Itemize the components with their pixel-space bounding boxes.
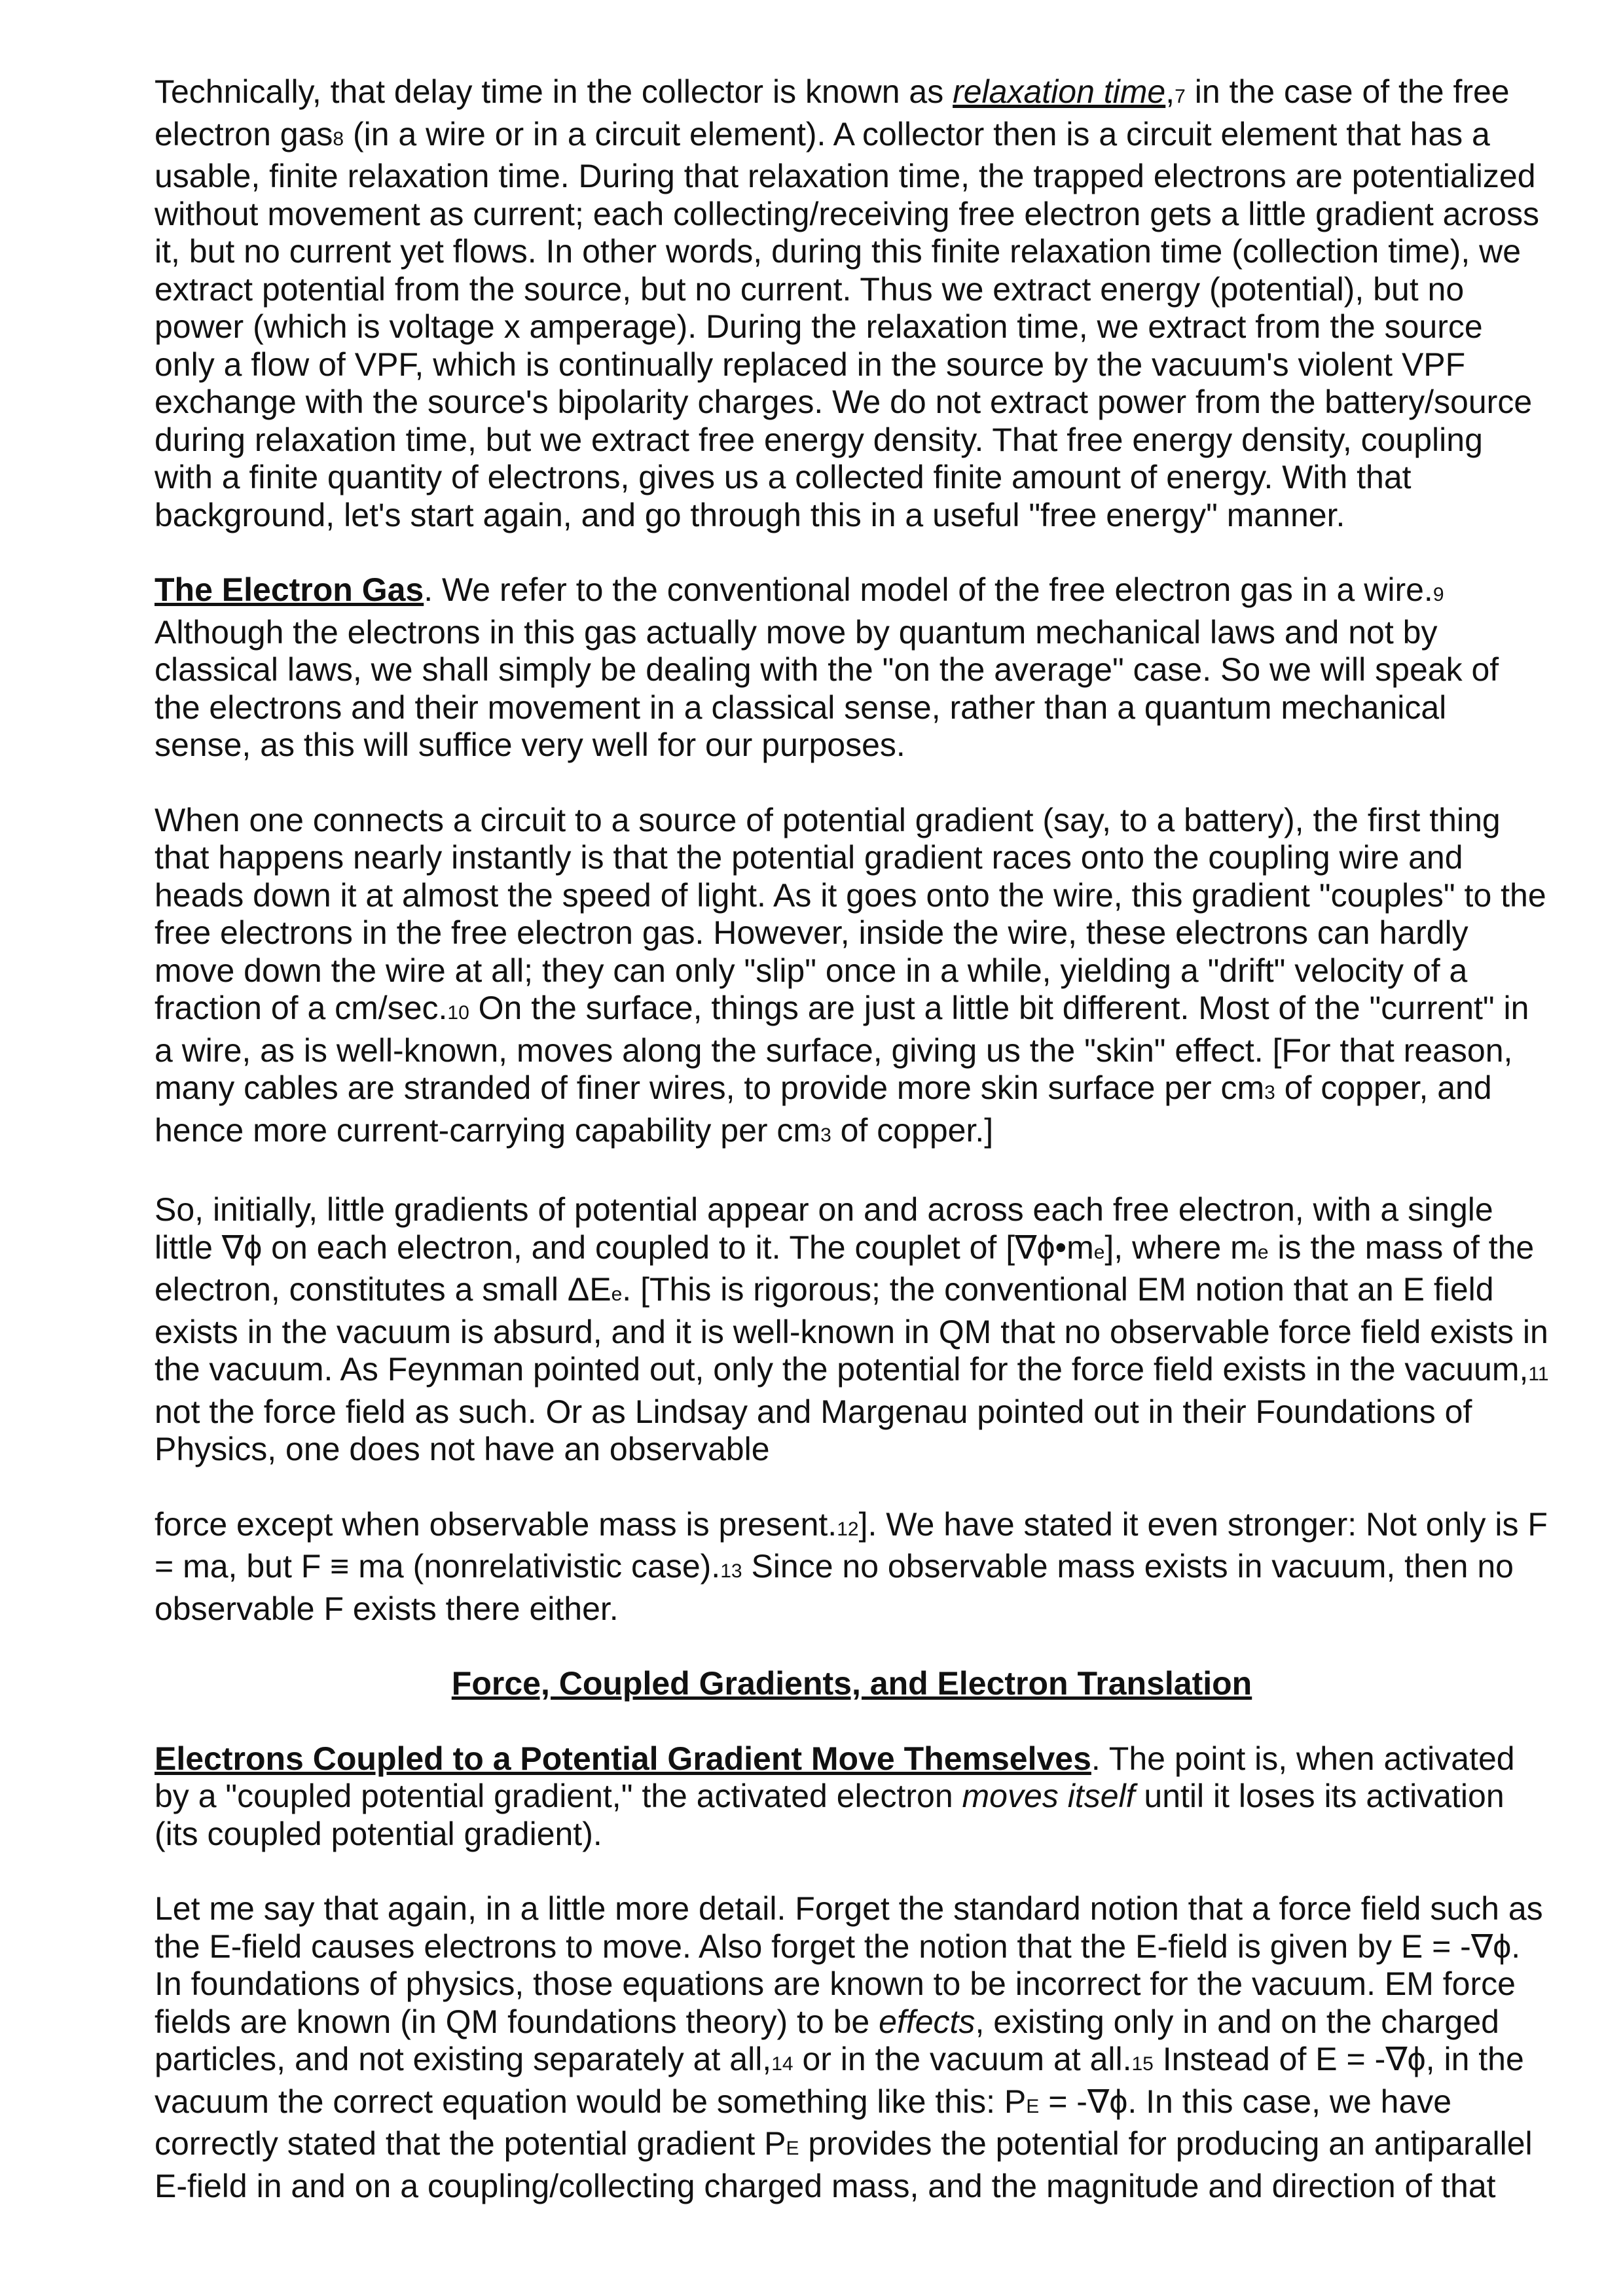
footnote-ref: 12	[837, 1518, 859, 1540]
emphasis-relaxation-time: relaxation time	[953, 73, 1166, 110]
footnote-ref: 11	[1528, 1363, 1549, 1385]
emphasis-moves-itself: moves itself	[962, 1778, 1135, 1814]
footnote-ref: 15	[1131, 2053, 1154, 2075]
subscript: 3	[1264, 1082, 1275, 1103]
paragraph-electron-gas: The Electron Gas. We refer to the conventional model of the free electron gas in a wire.9 Although the electrons in this gas actually move by quantum mechanical laws and not by classical laws, we shall simply be dealing with the "on the average" case. So we will speak of the electrons and their movement in a classical sense, rather than a quantum mechanical sense, as this will suffice very well for our purposes.	[155, 571, 1499, 763]
paragraph-more-detail: Let me say that again, in a little more detail. Forget the standard notion that a force field such as the E-field causes electrons to move. Also forget the notion that the E-field is given by E = -∇ϕ. In foundations of physics, those equations are known to be incorrect for the vacuum. EM force fields are known (in QM foundations theory) to be effects, existing only in and on the charged particles, and not existing separately at all,14 or in the vacuum at all.15 Instead of E = -∇ϕ, in the vacuum the correct equation would be something like this: PE = -∇ϕ. In this case, we have correctly stated that the potential gradient PE provides the potential for producing an antiparallel E-field in and on a coupling/collecting charged mass, and the magnitude and direction of that	[155, 1890, 1543, 2204]
subscript: e	[611, 1283, 623, 1305]
paragraph-force-mass: force except when observable mass is present.12]. We have stated it even stronger: Not only is F = ma, but F ≡ ma (nonrelativistic case).13 Since no observable mass exists in vacuum, then no observable F exists there either.	[155, 1505, 1548, 1627]
footnote-ref: 14	[771, 2053, 793, 2075]
subscript: 3	[820, 1124, 831, 1146]
footnote-ref: 10	[447, 1002, 469, 1024]
emphasis-effects: effects	[879, 2003, 976, 2040]
footnote-ref: 9	[1432, 584, 1444, 605]
footnote-ref: 13	[720, 1560, 742, 1582]
paragraph-relaxation-time: Technically, that delay time in the collector is known as relaxation time,7 in the case of the free electron gas8 (in a wire or in a circuit element). A collector then is a circuit element that has a usable, finite relaxation time. During that relaxation time, the trapped electrons are potentialized without movement as current; each collecting/receiving free electron gets a little gradient across it, but no current yet flows. In other words, during this finite relaxation time (collection time), we extract potential from the source, but no current. Thus we extract energy (potential), but no power (which is voltage x amperage). During the relaxation time, we extract from the source only a flow of VPF, which is continually replaced in the source by the vacuum's violent VPF exchange with the source's bipolarity charges. We do not extract power from the battery/source during relaxation time, but we extract free energy density. That free energy density, coupling with a finite quantity of electrons, gives us a collected finite amount of energy. With that background, let's start again, and go through this in a useful "free energy" manner.	[155, 73, 1539, 533]
heading-electrons-coupled: Electrons Coupled to a Potential Gradient Move Themselves	[155, 1740, 1091, 1777]
paragraph-electrons-move-themselves: Electrons Coupled to a Potential Gradient Move Themselves. The point is, when activated by a "coupled potential gradient," the activated electron moves itself until it loses its activation (its coupled potential gradient).	[155, 1740, 1515, 1852]
subscript: e	[1093, 1241, 1105, 1263]
heading-electron-gas: The Electron Gas	[155, 571, 424, 608]
paragraph-little-gradients: So, initially, little gradients of potential appear on and across each free electron, with a single little ∇ϕ on each electron, and coupled to it. The couplet of [∇ϕ•me], where me is the mass of the electron, constitutes a small ΔEe. [This is rigorous; the conventional EM notion that an E field exists in the vacuum is absurd, and it is well-known in QM that no observable force field exists in the vacuum. As Feynman pointed out, only the potential for the force field exists in the vacuum,11 not the force field as such. Or as Lindsay and Margenau pointed out in their Foundations of Physics, one does not have an observable	[155, 1191, 1549, 1467]
subscript: E	[1026, 2095, 1040, 2117]
section-title: Force, Coupled Gradients, and Electron Translation	[451, 1665, 1252, 1702]
footnote-ref: 7	[1175, 86, 1186, 107]
paragraph-connecting-circuit: When one connects a circuit to a source of potential gradient (say, to a battery), the first thing that happens nearly instantly is that the potential gradient races onto the coupling wire and heads down it at almost the speed of light. As it goes onto the wire, this gradient "couples" to the free electrons in the free electron gas. However, inside the wire, these electrons can hardly move down the wire at all; they can only "slip" once in a while, yielding a "drift" velocity of a fraction of a cm/sec.10 On the surface, things are just a little bit different. Most of the "current" in a wire, as is well-known, moves along the surface, giving us the "skin" effect. [For that reason, many cables are stranded of finer wires, to provide more skin surface per cm3 of copper, and hence more current-carrying capability per cm3 of copper.]	[155, 801, 1546, 1149]
subscript: E	[786, 2138, 799, 2159]
document-page	[155, 73, 1549, 2205]
footnote-ref: 8	[333, 128, 344, 150]
subscript: e	[1257, 1241, 1269, 1263]
